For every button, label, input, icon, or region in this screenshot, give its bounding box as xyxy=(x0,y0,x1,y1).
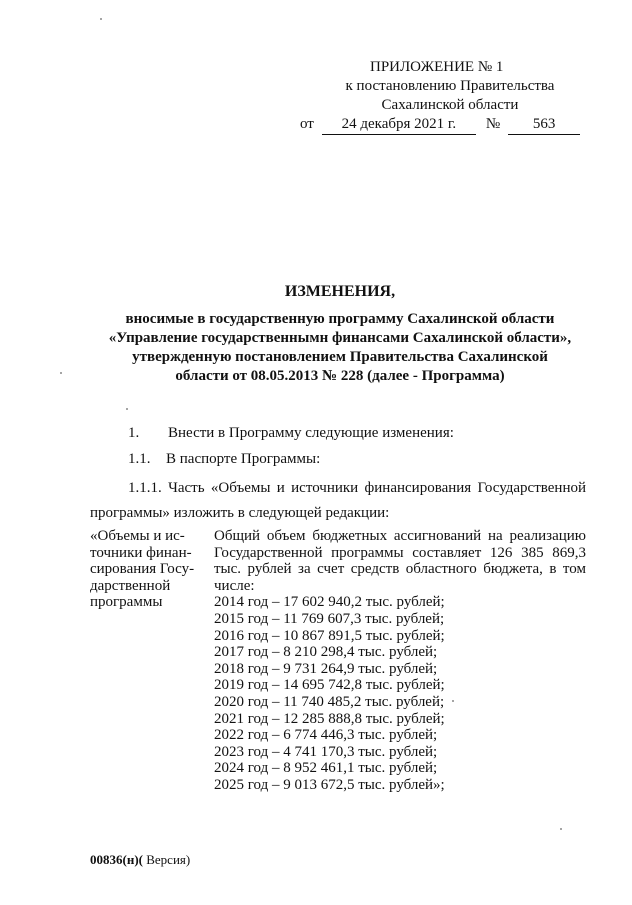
heading-line-3: утвержденную постановлением Правительства Сахалинской xyxy=(132,349,548,365)
resolution-number: 563 xyxy=(508,115,580,135)
label-line: программы xyxy=(90,594,163,611)
paragraph-1-1-1: 1.1.1. Часть «Объемы и источники финансирования Государственной программы» изложить в следующей редакции: xyxy=(90,480,586,521)
label-line: сирования Госу- xyxy=(90,561,195,578)
funding-years-list xyxy=(214,594,586,793)
label-line: «Объемы и ис- xyxy=(90,528,185,544)
paragraph-1-number: 1. xyxy=(128,425,140,441)
list-item: 2022 год – 6 774 446,3 тыс. рублей; xyxy=(214,727,438,744)
footer-version: Версия) xyxy=(142,852,191,867)
list-item: 2015 год – 11 769 607,3 тыс. рублей; xyxy=(214,610,445,627)
scan-speck xyxy=(452,700,454,702)
resolution-date: 24 декабря 2021 г. xyxy=(322,115,476,135)
document-footer xyxy=(90,852,190,868)
paragraph-1 xyxy=(90,424,586,443)
list-item: 2019 год – 14 695 742,8 тыс. рублей; xyxy=(214,677,445,694)
heading-title: ИЗМЕНЕНИЯ, xyxy=(284,283,396,300)
heading-line-2: «Управление государственнымн финансами Сахалинской области», xyxy=(108,330,572,346)
appendix-block xyxy=(300,58,580,135)
heading-line-4: области от 08.05.2013 № 228 (далее - Программа) xyxy=(175,368,505,384)
list-item: 2018 год – 9 731 264,9 тыс. рублей; xyxy=(214,660,438,677)
list-item: 2024 год – 8 952 461,1 тыс. рублей; xyxy=(214,760,438,777)
funding-label-cell xyxy=(90,528,204,794)
list-item: 2014 год – 17 602 940,2 тыс. рублей; xyxy=(214,594,445,611)
from-label: от xyxy=(300,116,314,132)
scan-speck xyxy=(60,372,62,374)
paragraph-1-1-text: В паспорте Программы: xyxy=(166,451,321,467)
resolution-line xyxy=(300,115,580,135)
label-line: дарственной xyxy=(90,577,171,594)
paragraph-1-text: Внести в Программу следующие изменения: xyxy=(168,425,454,441)
heading-line-1: вносимые в государственную программу Сахалинской области xyxy=(125,311,555,327)
paragraph-1-1-number: 1.1. xyxy=(128,451,151,467)
list-item: 2023 год – 4 741 170,3 тыс. рублей; xyxy=(214,743,438,760)
scan-speck xyxy=(560,828,562,830)
list-item: 2021 год – 12 285 888,8 тыс. рублей; xyxy=(214,710,445,727)
list-item: 2020 год – 11 740 485,2 тыс. рублей; xyxy=(214,693,445,710)
list-item: 2025 год – 9 013 672,5 тыс. рублей»; xyxy=(214,776,445,793)
paragraph-1-1 xyxy=(90,450,586,469)
document-body xyxy=(90,424,586,526)
footer-code: 00836(н)( xyxy=(90,852,143,867)
document-heading xyxy=(90,282,590,386)
funding-table xyxy=(90,528,586,794)
appendix-title: ПРИЛОЖЕНИЕ № 1 xyxy=(370,59,504,75)
funding-intro: Общий объем бюджетных ассигнований на реализацию Государственной программы составляет 126 385 869,3 тыс. рублей за счет средств областного бюджета, в том числе: xyxy=(214,528,586,594)
appendix-line-1: к постановлению Правительства xyxy=(345,78,555,94)
list-item: 2016 год – 10 867 891,5 тыс. рублей; xyxy=(214,627,445,644)
number-label: № xyxy=(485,116,501,132)
funding-value-cell xyxy=(214,528,586,794)
appendix-line-2: Сахалинской области xyxy=(381,97,519,113)
label-line: точники финан- xyxy=(90,544,192,561)
scan-speck xyxy=(126,408,128,410)
list-item: 2017 год – 8 210 298,4 тыс. рублей; xyxy=(214,644,438,661)
scan-speck xyxy=(100,18,102,20)
